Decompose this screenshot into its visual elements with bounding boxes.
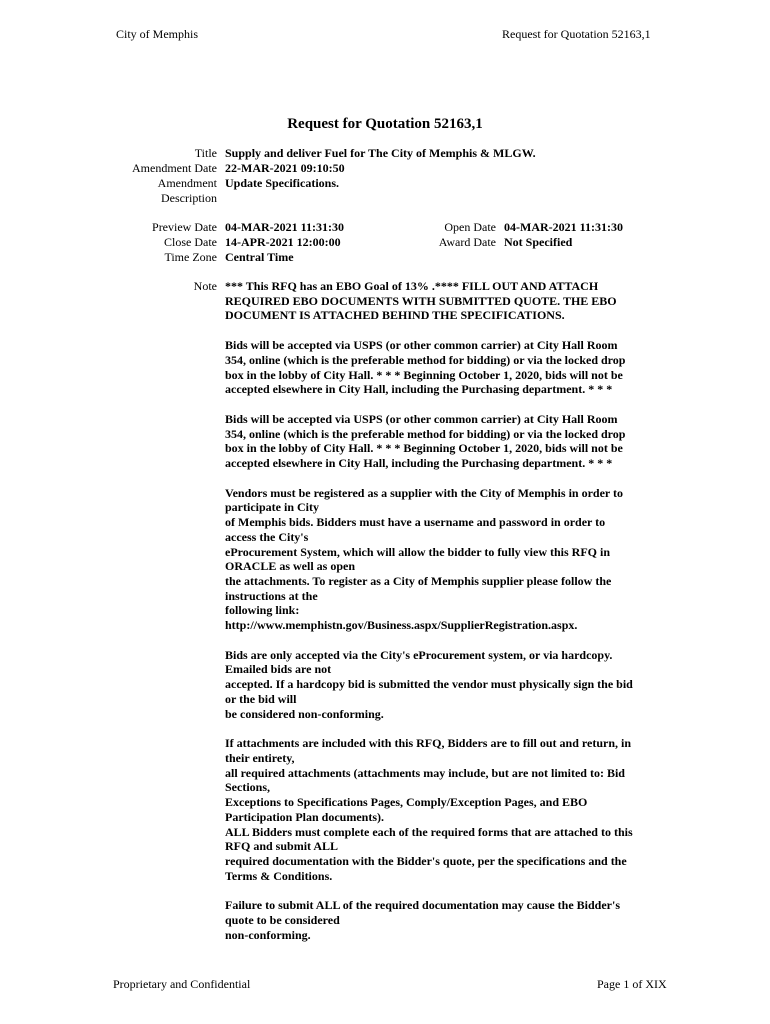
note-label: Note — [193, 279, 217, 293]
note-paragraph — [225, 486, 660, 633]
note-line: *** This RFQ has an EBO Goal of 13% .**** FILL OUT AND ATTACH — [225, 279, 599, 293]
amendment-date-label: Amendment Date — [132, 161, 217, 175]
note-line: required documentation with the Bidder's quote, per the specifications and the — [225, 853, 627, 868]
close-date-value: 14-APR-2021 12:00:00 — [225, 235, 341, 249]
note-paragraph — [225, 898, 660, 942]
note-line: of Memphis bids. Bidders must have a username and password in order to — [225, 515, 606, 530]
amendment-description-label-line2: Description — [161, 191, 217, 205]
note-line: Bids are only accepted via the City's eProcurement system, or via hardcopy. — [225, 647, 613, 662]
note-body — [225, 279, 660, 957]
note-line: participate in City — [225, 500, 319, 515]
note-line: Bids will be accepted via USPS (or other common carrier) at City Hall Room — [225, 411, 618, 426]
close-date-label: Close Date — [164, 235, 217, 249]
note-line: non-conforming. — [225, 927, 311, 942]
note-line: 354, online (which is the preferable method for bidding) or via the locked drop — [225, 426, 626, 441]
note-line: RFQ and submit ALL — [225, 839, 339, 854]
note-line: http://www.memphistn.gov/Business.aspx/SupplierRegistration.aspx. — [225, 618, 578, 633]
footer-left: Proprietary and Confidential — [113, 977, 251, 991]
note-line: box in the lobby of City Hall. * * * Beginning October 1, 2020, bids will not be — [225, 441, 623, 456]
document-title: Request for Quotation 52163,1 — [287, 116, 483, 132]
note-line: If attachments are included with this RFQ, Bidders are to fill out and return, in — [225, 736, 632, 751]
note-line: accepted elsewhere in City Hall, including the Purchasing department. * * * — [225, 456, 613, 471]
time-zone-label: Time Zone — [164, 250, 217, 264]
note-line: following link: — [225, 603, 300, 618]
preview-date-label: Preview Date — [152, 220, 217, 234]
preview-date-value: 04-MAR-2021 11:31:30 — [225, 220, 344, 234]
open-date-value: 04-MAR-2021 11:31:30 — [504, 220, 623, 234]
note-paragraph — [225, 279, 660, 323]
award-date-label: Award Date — [438, 235, 496, 249]
note-line: accepted elsewhere in City Hall, including the Purchasing department. * * * — [225, 382, 613, 397]
note-paragraph — [225, 412, 660, 471]
footer-right: Page 1 of XIX — [597, 977, 667, 991]
note-paragraph — [225, 736, 660, 883]
note-line: ALL Bidders must complete each of the required forms that are attached to this — [225, 824, 633, 839]
note-line: the attachments. To register as a City of Memphis supplier please follow the — [225, 573, 612, 588]
note-line: Emailed bids are not — [225, 662, 332, 677]
award-date-value: Not Specified — [504, 235, 573, 249]
note-line: DOCUMENT IS ATTACHED BEHIND THE SPECIFICATIONS. — [225, 308, 565, 323]
note-line: quote to be considered — [225, 913, 340, 928]
note-line: box in the lobby of City Hall. * * * Beginning October 1, 2020, bids will not be — [225, 367, 623, 382]
note-line: their entirety, — [225, 750, 295, 765]
note-line: REQUIRED EBO DOCUMENTS WITH SUBMITTED QUOTE. THE EBO — [225, 293, 617, 308]
title-label: Title — [194, 146, 217, 160]
note-line: or the bid will — [225, 691, 297, 706]
header-left: City of Memphis — [116, 27, 199, 41]
time-zone-value: Central Time — [225, 250, 294, 264]
amendment-date-value: 22-MAR-2021 09:10:50 — [225, 161, 345, 175]
header-right: Request for Quotation 52163,1 — [502, 27, 651, 41]
note-line: Exceptions to Specifications Pages, Comply/Exception Pages, and EBO — [225, 795, 588, 810]
note-line: Failure to submit ALL of the required documentation may cause the Bidder's — [225, 898, 621, 913]
note-line: eProcurement System, which will allow the bidder to fully view this RFQ in — [225, 544, 610, 559]
title-value: Supply and deliver Fuel for The City of Memphis & MLGW. — [225, 146, 536, 160]
note-line: 354, online (which is the preferable method for bidding) or via the locked drop — [225, 352, 626, 367]
note-line: instructions at the — [225, 588, 318, 603]
note-paragraph — [225, 338, 660, 397]
note-line: access the City's — [225, 529, 309, 544]
note-line: Sections, — [225, 780, 270, 795]
open-date-label: Open Date — [444, 220, 496, 234]
note-paragraph — [225, 648, 660, 722]
note-line: be considered non-conforming. — [225, 706, 384, 721]
note-line: Terms & Conditions. — [225, 868, 333, 883]
note-line: Vendors must be registered as a supplier with the City of Memphis in order to — [225, 485, 624, 500]
note-line: Bids will be accepted via USPS (or other common carrier) at City Hall Room — [225, 338, 618, 353]
note-line: all required attachments (attachments may include, but are not limited to: Bid — [225, 765, 625, 780]
amendment-description-value: Update Specifications. — [225, 176, 339, 190]
note-line: accepted. If a hardcopy bid is submitted the vendor must physically sign the bid — [225, 677, 633, 692]
amendment-description-label-line1: Amendment — [157, 176, 217, 190]
note-line: Participation Plan documents). — [225, 809, 384, 824]
note-line: ORACLE as well as open — [225, 559, 356, 574]
